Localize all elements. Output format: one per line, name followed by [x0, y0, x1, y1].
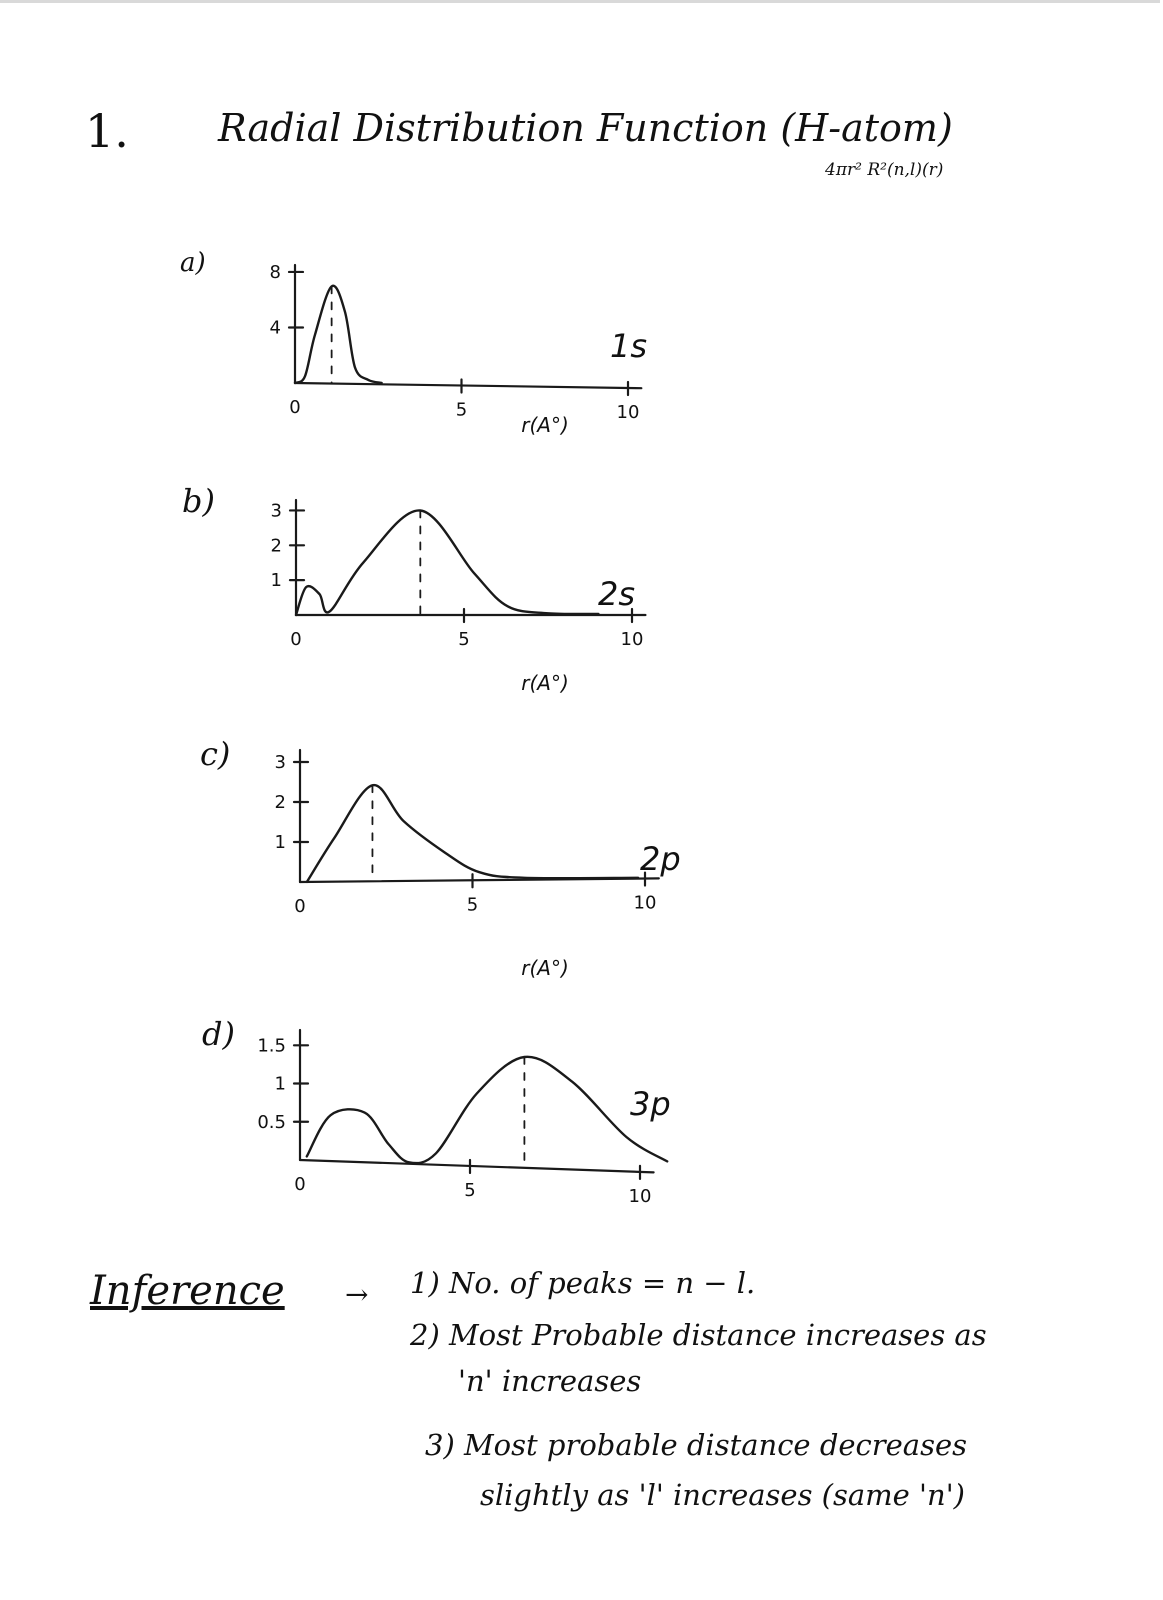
y-tick-label: 3 — [274, 752, 286, 773]
y-tick-label: 4 — [269, 317, 281, 339]
x-tick-label: 5 — [458, 629, 470, 650]
series-label: 1s — [610, 327, 648, 365]
inference-item-2-cont: 'n' increases — [458, 1364, 642, 1398]
x-tick-label: 5 — [464, 1179, 476, 1201]
formula-subtitle: 4πr² R²(n,l)(r) — [825, 160, 944, 180]
x-tick-label: 0 — [294, 896, 306, 917]
y-tick-label: 1 — [274, 1073, 286, 1095]
x-axis — [300, 1160, 654, 1172]
page-title: Radial Distribution Function (H-atom) — [218, 106, 953, 150]
y-tick-label: 3 — [270, 500, 282, 522]
distribution-curve — [307, 1057, 667, 1163]
x-tick-label: 0 — [289, 397, 301, 418]
panel-a-label: a) — [180, 248, 206, 278]
y-tick-label: 0.5 — [257, 1111, 286, 1133]
panel-d-label: d) — [202, 1015, 235, 1053]
x-tick-label: 10 — [616, 401, 640, 423]
y-tick-label: 1 — [274, 832, 286, 853]
inference-item-3-cont: slightly as 'l' increases (same 'n') — [480, 1478, 965, 1512]
x-tick-label: 10 — [628, 1185, 652, 1207]
x-tick-label: 5 — [455, 399, 468, 421]
inference-arrow: → — [345, 1278, 369, 1311]
y-tick-label: 2 — [270, 535, 282, 557]
panel-b-label: b) — [182, 482, 215, 520]
x-tick-label: 10 — [633, 892, 657, 914]
inference-item-3: 3) Most probable distance decreases — [425, 1428, 968, 1462]
x-tick-label: 5 — [466, 894, 479, 916]
x-tick-label: 10 — [620, 629, 644, 650]
y-tick-label: 1 — [270, 570, 282, 592]
x-tick-label: 0 — [294, 1174, 306, 1195]
x-axis-label: r(A°) — [521, 956, 569, 980]
series-label: 2s — [598, 575, 636, 613]
panel-c-label: c) — [200, 735, 231, 773]
inference-item-2: 2) Most Probable distance increases as — [410, 1318, 987, 1352]
series-label: 3p — [630, 1085, 671, 1123]
inference-title: Inference — [90, 1268, 285, 1314]
heading-number: 1. — [85, 104, 129, 158]
series-label: 2p — [640, 840, 681, 878]
y-tick-label: 1.5 — [257, 1035, 286, 1057]
inference-item-1: 1) No. of peaks = n − l. — [410, 1266, 756, 1300]
x-axis-label: r(A°) — [521, 413, 569, 437]
y-tick-label: 2 — [274, 792, 286, 813]
y-tick-label: 8 — [269, 261, 281, 283]
x-tick-label: 0 — [290, 629, 302, 650]
x-axis-label: r(A°) — [521, 671, 569, 695]
